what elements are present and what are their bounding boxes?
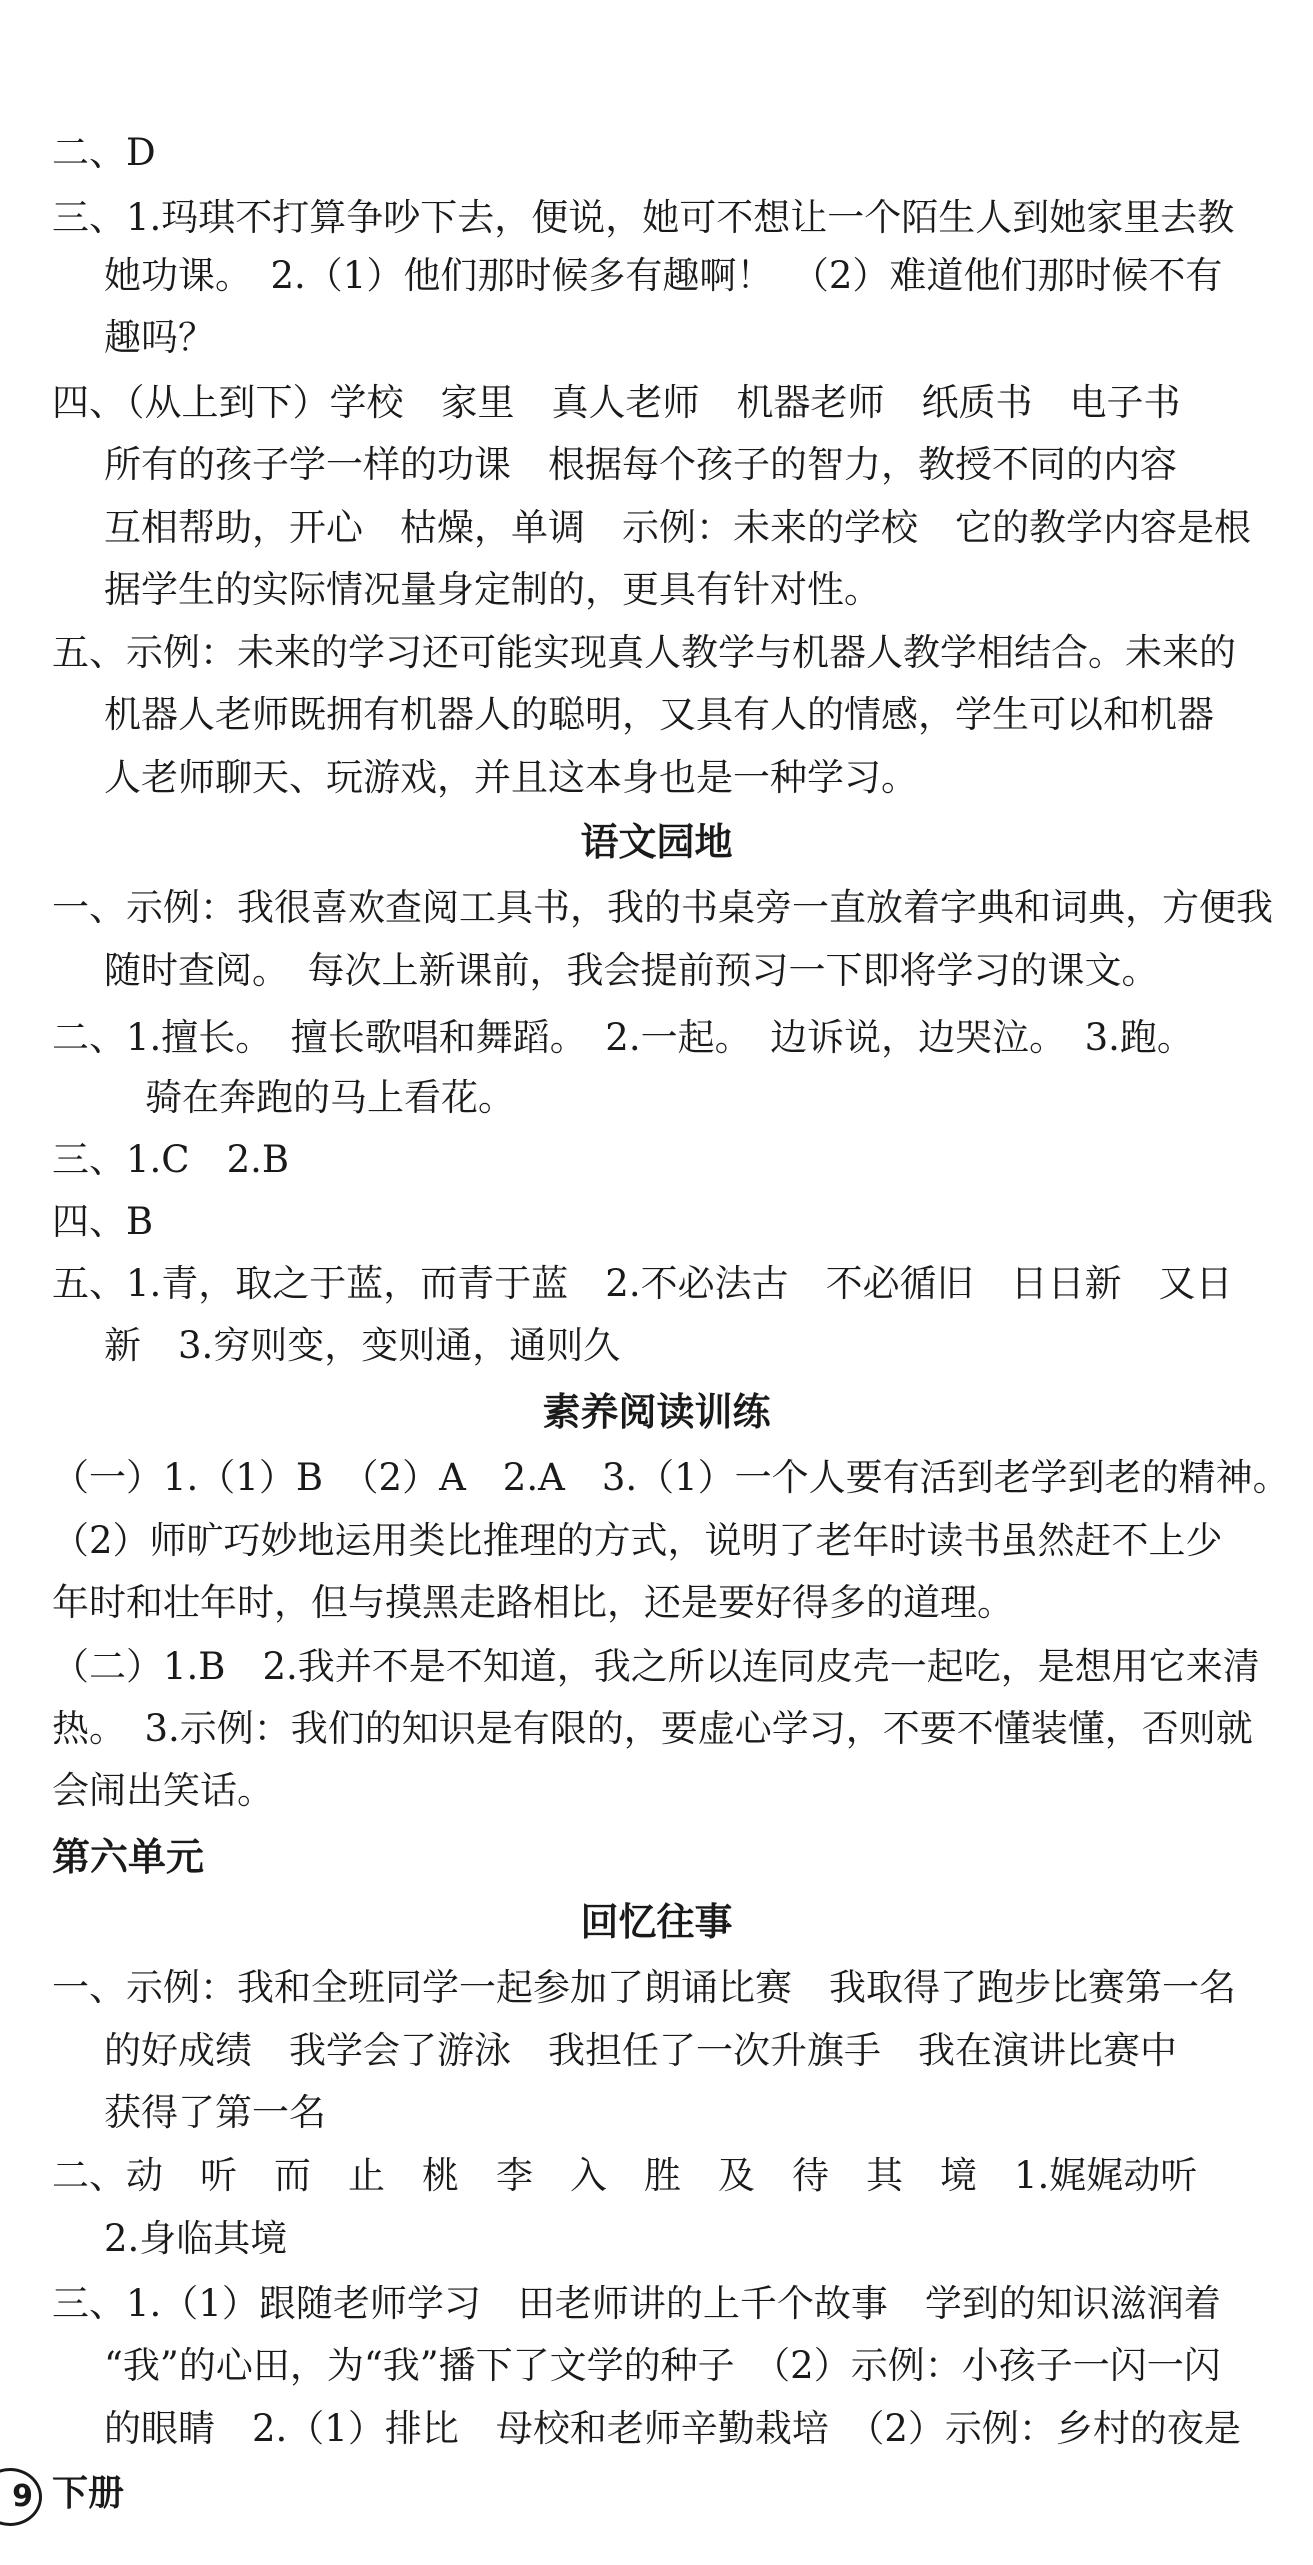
answer-line: 所有的孩子学一样的功课 根据每个孩子的智力，教授不同的内容	[104, 443, 1177, 486]
answer-line: 一、示例：我很喜欢查阅工具书，我的书桌旁一直放着字典和词典，方便我	[52, 886, 1273, 929]
unit-title: 第六单元	[52, 1835, 205, 1879]
answer-line: （二）1.B 2.我并不是不知道，我之所以连同皮壳一起吃，是想用它来清	[52, 1645, 1260, 1688]
answer-line: 机器人老师既拥有机器人的聪明，又具有人的情感，学生可以和机器	[104, 693, 1214, 736]
answer-line: 二、D	[52, 131, 156, 174]
answer-line: 一、示例：我和全班同学一起参加了朗诵比赛 我取得了跑步比赛第一名	[52, 1966, 1236, 2009]
answer-line: 热。 3.示例：我们的知识是有限的，要虚心学习，不要不懂装懂，否则就	[52, 1707, 1253, 1750]
answer-line: 的好成绩 我学会了游泳 我担任了一次升旗手 我在演讲比赛中	[104, 2029, 1177, 2072]
section-heading: 素养阅读训练	[542, 1390, 771, 1434]
answer-line: 获得了第一名	[104, 2091, 326, 2134]
answer-line: 新 3.穷则变，变则通，通则久	[104, 1324, 621, 1367]
answer-line: 五、1.青，取之于蓝，而青于蓝 2.不必法古 不必循旧 日日新 又日	[52, 1262, 1233, 1305]
answer-line: 她功课。 2.（1）他们那时候多有趣啊！ （2）难道他们那时候不有	[104, 254, 1223, 297]
section-heading: 语文园地	[580, 820, 733, 864]
answer-line: 人老师聊天、玩游戏，并且这本身也是一种学习。	[104, 756, 918, 799]
answer-line: 2.身临其境	[104, 2217, 288, 2260]
answer-line: 三、1.（1）跟随老师学习 田老师讲的上千个故事 学到的知识滋润着	[52, 2282, 1221, 2325]
answer-line: （2）师旷巧妙地运用类比推理的方式，说明了老年时读书虽然赶不上少	[52, 1519, 1223, 1562]
answer-line: （一）1.（1）B （2）A 2.A 3.（1）一个人要有活到老学到老的精神。	[52, 1456, 1290, 1499]
answer-line: 四、B	[52, 1200, 154, 1243]
volume-label: 下册	[52, 2473, 125, 2514]
answer-line: 的眼睛 2.（1）排比 母校和老师辛勤栽培 （2）示例：乡村的夜是	[104, 2407, 1241, 2450]
answer-line: 随时查阅。 每次上新课前，我会提前预习一下即将学习的课文。	[104, 949, 1159, 992]
answer-line: 互相帮助，开心 枯燥，单调 示例：未来的学校 它的教学内容是根	[104, 506, 1251, 549]
answer-line: 趣吗？	[104, 316, 215, 359]
answer-line: 骑在奔跑的马上看花。	[145, 1076, 515, 1119]
section-heading: 回忆往事	[580, 1900, 733, 1944]
answer-line: 三、1.C 2.B	[52, 1138, 290, 1181]
answer-line: 据学生的实际情况量身定制的，更具有针对性。	[104, 568, 881, 611]
answer-line: 二、1.擅长。 擅长歌唱和舞蹈。 2.一起。 边诉说，边哭泣。 3.跑。	[52, 1016, 1194, 1059]
answer-line: 会闹出笑话。	[52, 1769, 274, 1812]
page-number-badge: 9	[0, 2468, 42, 2526]
answer-line: 年时和壮年时，但与摸黑走路相比，还是要好得多的道理。	[52, 1581, 1014, 1624]
answer-line: 二、动 听 而 止 桃 李 入 胜 及 待 其 境 1.娓娓动听	[52, 2154, 1198, 2197]
answer-line: 三、1.玛琪不打算争吵下去，便说，她可不想让一个陌生人到她家里去教	[52, 196, 1235, 239]
answer-line: 四、（从上到下）学校 家里 真人老师 机器老师 纸质书 电子书	[52, 381, 1181, 424]
answer-line: “我”的心田，为“我”播下了文学的种子 （2）示例：小孩子一闪一闪	[104, 2344, 1221, 2387]
answer-line: 五、示例：未来的学习还可能实现真人教学与机器人教学相结合。未来的	[52, 631, 1236, 674]
